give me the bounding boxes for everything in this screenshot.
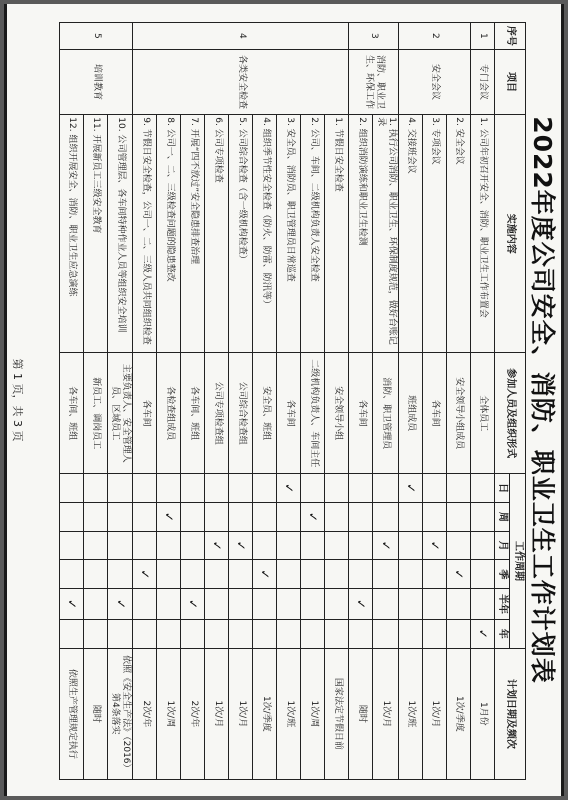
period-check-cell	[108, 619, 134, 648]
period-check-cell	[84, 531, 108, 560]
table-row	[84, 23, 108, 780]
row-content: 1. 节假日安全检查	[325, 115, 349, 353]
row-frequency: 1次/季度	[447, 648, 471, 779]
period-check-cell	[349, 589, 373, 620]
row-frequency: 1次/班	[399, 648, 423, 779]
row-frequency: 1月份	[471, 648, 495, 779]
check-mark-icon: ✓	[404, 483, 418, 494]
period-check-cell	[277, 503, 301, 532]
table-row	[349, 23, 373, 780]
period-check-cell	[108, 589, 134, 620]
row-frequency: 1次/月	[229, 648, 253, 779]
period-check-cell	[349, 619, 373, 648]
period-check-cell	[84, 589, 108, 620]
header-day: 日	[495, 474, 511, 503]
table-row	[229, 23, 253, 780]
period-check-cell	[471, 503, 495, 532]
period-check-cell	[349, 474, 373, 503]
row-frequency: 1次/月	[373, 648, 399, 779]
row-content: 1. 执行公司消防、职业卫生、环保制度规范，做好台账记录	[373, 115, 399, 353]
period-check-cell	[447, 474, 471, 503]
period-check-cell	[301, 589, 325, 620]
rotated-sheet	[4, 4, 564, 796]
check-mark-icon: ✓	[186, 599, 201, 610]
row-participants: 班组成员	[399, 353, 423, 474]
row-item: 各类安全检查	[133, 49, 349, 115]
row-content: 12. 组织开展安全、消防、职业卫生应急演练	[60, 115, 84, 353]
row-seq: 5	[60, 23, 134, 50]
check-mark-icon: ✓	[162, 511, 177, 522]
period-check-cell	[277, 474, 301, 503]
check-mark-icon: ✓	[476, 628, 490, 639]
period-check-cell	[471, 589, 495, 620]
period-check-cell	[108, 474, 134, 503]
period-check-cell	[181, 503, 205, 532]
period-check-cell	[60, 531, 84, 560]
header-seq: 序号	[495, 23, 526, 50]
period-check-cell	[399, 560, 423, 589]
row-content: 2. 组织消防演练和职业卫生检测	[349, 115, 373, 353]
period-check-cell	[60, 589, 84, 620]
row-frequency: 随时	[84, 648, 108, 779]
row-participants: 新员工、调岗员工	[84, 353, 108, 474]
period-check-cell	[423, 589, 447, 620]
period-check-cell	[325, 531, 349, 560]
period-check-cell	[157, 474, 181, 503]
row-participants: 全体员工	[471, 353, 495, 474]
check-mark-icon: ✓	[306, 511, 321, 522]
period-check-cell	[229, 619, 253, 648]
table-row	[181, 23, 205, 780]
period-check-cell	[277, 531, 301, 560]
period-check-cell	[423, 474, 447, 503]
header-participants: 参加人员及组织形式	[495, 353, 526, 474]
period-check-cell	[277, 589, 301, 620]
period-check-cell	[349, 560, 373, 589]
row-seq: 1	[471, 23, 495, 50]
period-check-cell	[181, 589, 205, 620]
row-item: 培训教育	[60, 49, 134, 115]
period-check-cell	[277, 619, 301, 648]
row-participants: 消防、职卫管理员	[373, 353, 399, 474]
row-seq: 2	[399, 23, 471, 50]
row-content: 4. 交接班会议	[399, 115, 423, 353]
period-check-cell	[471, 560, 495, 589]
plan-table	[59, 22, 526, 780]
period-check-cell	[157, 560, 181, 589]
period-check-cell	[229, 474, 253, 503]
table-row	[253, 23, 277, 780]
header-period-group: 工作周期	[510, 474, 526, 648]
period-check-cell	[471, 474, 495, 503]
check-mark-icon: ✓	[452, 569, 466, 580]
row-content: 7. 开展“四不放过”安全隐患排查治理	[181, 115, 205, 353]
header-month: 月	[495, 531, 511, 560]
period-check-cell	[423, 560, 447, 589]
row-participants: 各车间	[277, 353, 301, 474]
row-frequency: 依照生产管理规定执行	[60, 648, 84, 779]
table-row	[447, 23, 471, 780]
header-quarter: 季	[495, 560, 511, 589]
period-check-cell	[84, 560, 108, 589]
period-check-cell	[205, 474, 229, 503]
row-participants: 安全员、班组	[253, 353, 277, 474]
row-participants: 各车间	[133, 353, 157, 474]
row-item: 专门会议	[471, 49, 495, 115]
check-mark-icon: ✓	[138, 569, 153, 580]
row-content: 3. 专项会议	[423, 115, 447, 353]
row-participants: 各车间、班组	[60, 353, 84, 474]
period-check-cell	[301, 503, 325, 532]
check-mark-icon: ✓	[258, 569, 273, 580]
period-check-cell	[229, 503, 253, 532]
period-check-cell	[325, 503, 349, 532]
table-row	[133, 23, 157, 780]
row-participants: 各检查组成员	[157, 353, 181, 474]
check-mark-icon: ✓	[354, 599, 369, 610]
check-mark-icon: ✓	[428, 540, 442, 551]
header-freq: 计划日期及频次	[495, 648, 526, 779]
table-row	[205, 23, 229, 780]
row-frequency: 1次/季度	[253, 648, 277, 779]
header-item: 项目	[495, 49, 526, 115]
table-row	[373, 23, 399, 780]
period-check-cell	[133, 589, 157, 620]
period-check-cell	[181, 531, 205, 560]
row-seq: 3	[349, 23, 399, 50]
row-content: 4. 组织季节性安全检查（防火、防雷、防汛等）	[253, 115, 277, 353]
period-check-cell	[133, 474, 157, 503]
period-check-cell	[325, 474, 349, 503]
period-check-cell	[253, 560, 277, 589]
period-check-cell	[373, 560, 399, 589]
row-content: 9. 节假日安全检查，公司一、二、三级人员共同组织检查	[133, 115, 157, 353]
period-check-cell	[325, 589, 349, 620]
header-half-year: 半年	[495, 589, 511, 620]
period-check-cell	[84, 619, 108, 648]
row-frequency: 1次/周	[301, 648, 325, 779]
row-content: 8. 公司一、二、三级检查问题的隐患整改	[157, 115, 181, 353]
row-content: 1. 公司年初召开安全、消防、职业卫生工作布置会	[471, 115, 495, 353]
period-check-cell	[229, 531, 253, 560]
period-check-cell	[108, 503, 134, 532]
period-check-cell	[447, 560, 471, 589]
period-check-cell	[157, 619, 181, 648]
period-check-cell	[399, 474, 423, 503]
period-check-cell	[447, 503, 471, 532]
period-check-cell	[301, 619, 325, 648]
period-check-cell	[301, 474, 325, 503]
period-check-cell	[277, 560, 301, 589]
row-participants: 主要负责人、安全管理人员、区域员工	[108, 353, 134, 474]
header-row-1	[510, 23, 526, 780]
row-content: 3. 安全员、消防员、职卫管理员日常巡查	[277, 115, 301, 353]
check-mark-icon: ✓	[282, 483, 297, 494]
page-footer: 第 1 页，共 3 页	[11, 358, 24, 442]
period-check-cell	[181, 619, 205, 648]
period-check-cell	[84, 474, 108, 503]
header-content: 实施内容	[495, 115, 526, 353]
period-check-cell	[205, 531, 229, 560]
period-check-cell	[84, 503, 108, 532]
period-check-cell	[60, 503, 84, 532]
row-participants: 公司专项检查组	[205, 353, 229, 474]
period-check-cell	[423, 619, 447, 648]
period-check-cell	[108, 531, 134, 560]
check-mark-icon: ✓	[234, 540, 249, 551]
check-mark-icon: ✓	[113, 599, 128, 610]
period-check-cell	[133, 560, 157, 589]
table-row	[157, 23, 181, 780]
row-item: 安全会议	[399, 49, 471, 115]
row-frequency: 1次/月	[423, 648, 447, 779]
period-check-cell	[349, 503, 373, 532]
period-check-cell	[229, 560, 253, 589]
period-check-cell	[60, 474, 84, 503]
row-frequency: 1次/月	[205, 648, 229, 779]
period-check-cell	[157, 503, 181, 532]
row-participants: 安全领导小组	[325, 353, 349, 474]
row-content: 11. 开展新员工三级安全教育	[84, 115, 108, 353]
check-mark-icon: ✓	[210, 540, 225, 551]
period-check-cell	[373, 474, 399, 503]
period-check-cell	[471, 619, 495, 648]
period-check-cell	[253, 531, 277, 560]
check-mark-icon: ✓	[379, 540, 394, 551]
row-content: 6. 公司专项检查	[205, 115, 229, 353]
row-frequency: 2次/年	[181, 648, 205, 779]
period-check-cell	[253, 589, 277, 620]
period-check-cell	[205, 503, 229, 532]
period-check-cell	[133, 503, 157, 532]
table-row	[423, 23, 447, 780]
row-content: 10. 公司管理层、各车间特种作业人员等组织安全培训	[108, 115, 134, 353]
period-check-cell	[205, 589, 229, 620]
period-check-cell	[181, 560, 205, 589]
period-check-cell	[471, 531, 495, 560]
period-check-cell	[301, 531, 325, 560]
period-check-cell	[133, 531, 157, 560]
period-check-cell	[399, 619, 423, 648]
row-frequency: 依照《安全生产法》（2016）第4条落实	[108, 648, 134, 779]
period-check-cell	[157, 531, 181, 560]
header-week: 周	[495, 503, 511, 532]
period-check-cell	[108, 560, 134, 589]
row-frequency: 2次/年	[133, 648, 157, 779]
period-check-cell	[349, 531, 373, 560]
period-check-cell	[399, 503, 423, 532]
row-frequency: 随时	[349, 648, 373, 779]
document-title: 2022年度公司安全、消防、职业卫生工作计划表	[528, 116, 557, 684]
table-row	[471, 23, 495, 780]
row-participants: 安全领导小组成员	[447, 353, 471, 474]
period-check-cell	[373, 589, 399, 620]
table-body	[60, 23, 495, 780]
period-check-cell	[423, 503, 447, 532]
period-check-cell	[253, 474, 277, 503]
row-participants: 二级机构负责人、车间主任	[301, 353, 325, 474]
row-item: 消防、职业卫生、环保工作	[349, 49, 399, 115]
period-check-cell	[399, 531, 423, 560]
period-check-cell	[447, 589, 471, 620]
period-check-cell	[60, 560, 84, 589]
period-check-cell	[373, 619, 399, 648]
period-check-cell	[181, 474, 205, 503]
period-check-cell	[253, 503, 277, 532]
period-check-cell	[301, 560, 325, 589]
row-content: 2. 公司、车间、二级机构负责人安全检查	[301, 115, 325, 353]
document-page	[4, 4, 564, 796]
table-row	[301, 23, 325, 780]
period-check-cell	[157, 589, 181, 620]
row-frequency: 国家法定节假日前	[325, 648, 349, 779]
row-content: 2. 安全会议	[447, 115, 471, 353]
period-check-cell	[60, 619, 84, 648]
period-check-cell	[373, 503, 399, 532]
period-check-cell	[325, 560, 349, 589]
period-check-cell	[253, 619, 277, 648]
period-check-cell	[399, 589, 423, 620]
header-year: 年	[495, 619, 511, 648]
row-frequency: 1次/周	[157, 648, 181, 779]
row-participants: 公司综合检查组	[229, 353, 253, 474]
check-mark-icon: ✓	[65, 599, 79, 610]
row-participants: 各车间	[423, 353, 447, 474]
period-check-cell	[205, 560, 229, 589]
row-participants: 各车间	[349, 353, 373, 474]
table-row	[108, 23, 134, 780]
table-row	[399, 23, 423, 780]
table-row	[325, 23, 349, 780]
period-check-cell	[229, 589, 253, 620]
period-check-cell	[325, 619, 349, 648]
period-check-cell	[373, 531, 399, 560]
row-content: 5. 公司综合检查（含一级机构检查）	[229, 115, 253, 353]
row-participants: 各车间、班组	[181, 353, 205, 474]
period-check-cell	[423, 531, 447, 560]
table-row	[277, 23, 301, 780]
table-row	[60, 23, 84, 780]
period-check-cell	[447, 619, 471, 648]
row-frequency: 1次/班	[277, 648, 301, 779]
period-check-cell	[205, 619, 229, 648]
period-check-cell	[133, 619, 157, 648]
row-seq: 4	[133, 23, 349, 50]
period-check-cell	[447, 531, 471, 560]
